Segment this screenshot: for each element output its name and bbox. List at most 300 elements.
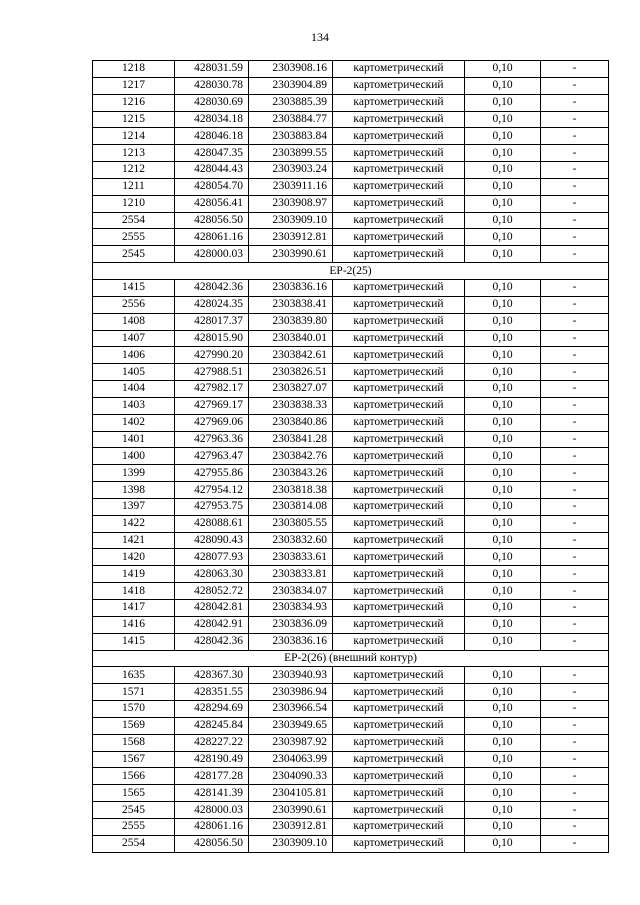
method-cell: картометрический: [333, 61, 465, 78]
x-coordinate-cell: 428088.61: [175, 515, 249, 532]
method-cell: картометрический: [333, 414, 465, 431]
x-coordinate-cell: 428044.43: [175, 162, 249, 179]
y-coordinate-cell: 2303903.24: [249, 162, 333, 179]
accuracy-cell: 0,10: [465, 549, 541, 566]
method-cell: картометрический: [333, 128, 465, 145]
y-coordinate-cell: 2304090.33: [249, 768, 333, 785]
point-number-cell: 2554: [93, 212, 175, 229]
table-row: [93, 296, 609, 313]
point-number-cell: 1214: [93, 128, 175, 145]
table-row: [93, 381, 609, 398]
note-cell: -: [541, 347, 609, 364]
y-coordinate-cell: 2303908.16: [249, 61, 333, 78]
accuracy-cell: 0,10: [465, 532, 541, 549]
point-number-cell: 1570: [93, 701, 175, 718]
section-title: ЕР-2(25): [93, 263, 609, 280]
note-cell: -: [541, 583, 609, 600]
note-cell: -: [541, 751, 609, 768]
x-coordinate-cell: 428000.03: [175, 246, 249, 263]
accuracy-cell: 0,10: [465, 128, 541, 145]
method-cell: картометрический: [333, 145, 465, 162]
note-cell: -: [541, 381, 609, 398]
method-cell: картометрический: [333, 515, 465, 532]
accuracy-cell: 0,10: [465, 667, 541, 684]
x-coordinate-cell: 427954.12: [175, 482, 249, 499]
note-cell: -: [541, 616, 609, 633]
method-cell: картометрический: [333, 616, 465, 633]
point-number-cell: 1216: [93, 94, 175, 111]
y-coordinate-cell: 2303986.94: [249, 684, 333, 701]
point-number-cell: 1635: [93, 667, 175, 684]
table-row: [93, 717, 609, 734]
y-coordinate-cell: 2303912.81: [249, 229, 333, 246]
method-cell: картометрический: [333, 296, 465, 313]
note-cell: -: [541, 802, 609, 819]
point-number-cell: 1419: [93, 566, 175, 583]
method-cell: картометрический: [333, 330, 465, 347]
y-coordinate-cell: 2303840.01: [249, 330, 333, 347]
method-cell: картометрический: [333, 381, 465, 398]
note-cell: -: [541, 162, 609, 179]
accuracy-cell: 0,10: [465, 701, 541, 718]
table-row: [93, 785, 609, 802]
y-coordinate-cell: 2303908.97: [249, 195, 333, 212]
accuracy-cell: 0,10: [465, 229, 541, 246]
accuracy-cell: 0,10: [465, 212, 541, 229]
method-cell: картометрический: [333, 633, 465, 650]
point-number-cell: 1405: [93, 364, 175, 381]
accuracy-cell: 0,10: [465, 77, 541, 94]
method-cell: картометрический: [333, 364, 465, 381]
note-cell: -: [541, 61, 609, 78]
point-number-cell: 1567: [93, 751, 175, 768]
table-row: [93, 734, 609, 751]
accuracy-cell: 0,10: [465, 600, 541, 617]
table-row: [93, 549, 609, 566]
table-row: [93, 162, 609, 179]
x-coordinate-cell: 428141.39: [175, 785, 249, 802]
accuracy-cell: 0,10: [465, 397, 541, 414]
note-cell: -: [541, 465, 609, 482]
x-coordinate-cell: 428056.41: [175, 195, 249, 212]
table-row: [93, 465, 609, 482]
method-cell: картометрический: [333, 229, 465, 246]
table-row: [93, 431, 609, 448]
table-row: [93, 835, 609, 852]
note-cell: -: [541, 397, 609, 414]
x-coordinate-cell: 428190.49: [175, 751, 249, 768]
method-cell: картометрический: [333, 583, 465, 600]
method-cell: картометрический: [333, 94, 465, 111]
x-coordinate-cell: 428000.03: [175, 802, 249, 819]
y-coordinate-cell: 2303832.60: [249, 532, 333, 549]
point-number-cell: 1566: [93, 768, 175, 785]
point-number-cell: 1422: [93, 515, 175, 532]
method-cell: картометрический: [333, 313, 465, 330]
note-cell: -: [541, 717, 609, 734]
table-row: [93, 145, 609, 162]
table-row: [93, 532, 609, 549]
method-cell: картометрический: [333, 835, 465, 852]
table-row: [93, 818, 609, 835]
x-coordinate-cell: 428227.22: [175, 734, 249, 751]
method-cell: картометрический: [333, 600, 465, 617]
table-row: [93, 94, 609, 111]
note-cell: -: [541, 532, 609, 549]
point-number-cell: 1402: [93, 414, 175, 431]
accuracy-cell: 0,10: [465, 330, 541, 347]
accuracy-cell: 0,10: [465, 448, 541, 465]
x-coordinate-cell: 428042.36: [175, 279, 249, 296]
point-number-cell: 1212: [93, 162, 175, 179]
accuracy-cell: 0,10: [465, 768, 541, 785]
note-cell: -: [541, 515, 609, 532]
y-coordinate-cell: 2303842.76: [249, 448, 333, 465]
method-cell: картометрический: [333, 667, 465, 684]
y-coordinate-cell: 2303836.16: [249, 633, 333, 650]
x-coordinate-cell: 428367.30: [175, 667, 249, 684]
accuracy-cell: 0,10: [465, 717, 541, 734]
accuracy-cell: 0,10: [465, 162, 541, 179]
accuracy-cell: 0,10: [465, 431, 541, 448]
x-coordinate-cell: 428042.36: [175, 633, 249, 650]
note-cell: -: [541, 785, 609, 802]
method-cell: картометрический: [333, 347, 465, 364]
note-cell: -: [541, 600, 609, 617]
x-coordinate-cell: 427982.17: [175, 381, 249, 398]
table-row: [93, 633, 609, 650]
point-number-cell: 1217: [93, 77, 175, 94]
x-coordinate-cell: 428061.16: [175, 229, 249, 246]
method-cell: картометрический: [333, 431, 465, 448]
note-cell: -: [541, 768, 609, 785]
x-coordinate-cell: 428030.78: [175, 77, 249, 94]
x-coordinate-cell: 428056.50: [175, 212, 249, 229]
accuracy-cell: 0,10: [465, 482, 541, 499]
point-number-cell: 2555: [93, 818, 175, 835]
y-coordinate-cell: 2303827.07: [249, 381, 333, 398]
method-cell: картометрический: [333, 178, 465, 195]
point-number-cell: 1421: [93, 532, 175, 549]
method-cell: картометрический: [333, 498, 465, 515]
accuracy-cell: 0,10: [465, 734, 541, 751]
x-coordinate-cell: 428245.84: [175, 717, 249, 734]
point-number-cell: 1403: [93, 397, 175, 414]
x-coordinate-cell: 428054.70: [175, 178, 249, 195]
method-cell: картометрический: [333, 482, 465, 499]
coordinates-table-body: [93, 61, 609, 853]
accuracy-cell: 0,10: [465, 583, 541, 600]
table-row: [93, 768, 609, 785]
coordinates-table: [92, 60, 609, 853]
table-row: [93, 751, 609, 768]
y-coordinate-cell: 2303833.81: [249, 566, 333, 583]
y-coordinate-cell: 2303836.09: [249, 616, 333, 633]
point-number-cell: 2555: [93, 229, 175, 246]
note-cell: -: [541, 195, 609, 212]
point-number-cell: 1420: [93, 549, 175, 566]
method-cell: картометрический: [333, 397, 465, 414]
accuracy-cell: 0,10: [465, 364, 541, 381]
method-cell: картометрический: [333, 549, 465, 566]
y-coordinate-cell: 2303838.33: [249, 397, 333, 414]
table-row: [93, 128, 609, 145]
y-coordinate-cell: 2303840.86: [249, 414, 333, 431]
point-number-cell: 1571: [93, 684, 175, 701]
table-row: [93, 397, 609, 414]
accuracy-cell: 0,10: [465, 414, 541, 431]
point-number-cell: 1218: [93, 61, 175, 78]
section-title: ЕР-2(26) (внешний контур): [93, 650, 609, 667]
x-coordinate-cell: 427963.47: [175, 448, 249, 465]
y-coordinate-cell: 2304105.81: [249, 785, 333, 802]
table-row: [93, 566, 609, 583]
point-number-cell: 1404: [93, 381, 175, 398]
y-coordinate-cell: 2303883.84: [249, 128, 333, 145]
y-coordinate-cell: 2303843.26: [249, 465, 333, 482]
note-cell: -: [541, 111, 609, 128]
point-number-cell: 1415: [93, 633, 175, 650]
y-coordinate-cell: 2303904.89: [249, 77, 333, 94]
point-number-cell: 1397: [93, 498, 175, 515]
note-cell: -: [541, 431, 609, 448]
point-number-cell: 1406: [93, 347, 175, 364]
accuracy-cell: 0,10: [465, 61, 541, 78]
accuracy-cell: 0,10: [465, 818, 541, 835]
point-number-cell: 1210: [93, 195, 175, 212]
point-number-cell: 1399: [93, 465, 175, 482]
x-coordinate-cell: 428042.91: [175, 616, 249, 633]
accuracy-cell: 0,10: [465, 145, 541, 162]
table-row: [93, 195, 609, 212]
x-coordinate-cell: 428046.18: [175, 128, 249, 145]
table-row: [93, 498, 609, 515]
note-cell: -: [541, 94, 609, 111]
accuracy-cell: 0,10: [465, 684, 541, 701]
x-coordinate-cell: 427990.20: [175, 347, 249, 364]
accuracy-cell: 0,10: [465, 296, 541, 313]
accuracy-cell: 0,10: [465, 111, 541, 128]
note-cell: -: [541, 77, 609, 94]
table-row: [93, 482, 609, 499]
table-row: [93, 330, 609, 347]
accuracy-cell: 0,10: [465, 616, 541, 633]
table-row: [93, 111, 609, 128]
y-coordinate-cell: 2303885.39: [249, 94, 333, 111]
accuracy-cell: 0,10: [465, 498, 541, 515]
accuracy-cell: 0,10: [465, 785, 541, 802]
y-coordinate-cell: 2303990.61: [249, 802, 333, 819]
accuracy-cell: 0,10: [465, 94, 541, 111]
note-cell: -: [541, 835, 609, 852]
accuracy-cell: 0,10: [465, 465, 541, 482]
method-cell: картометрический: [333, 448, 465, 465]
x-coordinate-cell: 428031.59: [175, 61, 249, 78]
x-coordinate-cell: 428077.93: [175, 549, 249, 566]
x-coordinate-cell: 427963.36: [175, 431, 249, 448]
note-cell: -: [541, 364, 609, 381]
note-cell: -: [541, 330, 609, 347]
note-cell: -: [541, 549, 609, 566]
point-number-cell: 2545: [93, 802, 175, 819]
note-cell: -: [541, 229, 609, 246]
y-coordinate-cell: 2303834.07: [249, 583, 333, 600]
method-cell: картометрический: [333, 465, 465, 482]
y-coordinate-cell: 2303990.61: [249, 246, 333, 263]
note-cell: -: [541, 701, 609, 718]
method-cell: картометрический: [333, 717, 465, 734]
y-coordinate-cell: 2303826.51: [249, 364, 333, 381]
x-coordinate-cell: 428090.43: [175, 532, 249, 549]
method-cell: картометрический: [333, 701, 465, 718]
table-row: [93, 178, 609, 195]
y-coordinate-cell: 2303842.61: [249, 347, 333, 364]
note-cell: -: [541, 734, 609, 751]
accuracy-cell: 0,10: [465, 515, 541, 532]
table-row: [93, 448, 609, 465]
point-number-cell: 1215: [93, 111, 175, 128]
x-coordinate-cell: 428052.72: [175, 583, 249, 600]
y-coordinate-cell: 2303805.55: [249, 515, 333, 532]
section-header-row: [93, 650, 609, 667]
table-row: [93, 515, 609, 532]
table-row: [93, 583, 609, 600]
method-cell: картометрический: [333, 751, 465, 768]
point-number-cell: 1408: [93, 313, 175, 330]
point-number-cell: 1211: [93, 178, 175, 195]
x-coordinate-cell: 428294.69: [175, 701, 249, 718]
note-cell: -: [541, 212, 609, 229]
note-cell: -: [541, 566, 609, 583]
point-number-cell: 1398: [93, 482, 175, 499]
y-coordinate-cell: 2303909.10: [249, 212, 333, 229]
note-cell: -: [541, 246, 609, 263]
point-number-cell: 1418: [93, 583, 175, 600]
table-row: [93, 61, 609, 78]
note-cell: -: [541, 818, 609, 835]
table-row: [93, 414, 609, 431]
y-coordinate-cell: 2303949.65: [249, 717, 333, 734]
x-coordinate-cell: 428034.18: [175, 111, 249, 128]
table-row: [93, 313, 609, 330]
point-number-cell: 1565: [93, 785, 175, 802]
note-cell: -: [541, 498, 609, 515]
accuracy-cell: 0,10: [465, 566, 541, 583]
accuracy-cell: 0,10: [465, 835, 541, 852]
table-row: [93, 684, 609, 701]
x-coordinate-cell: 428047.35: [175, 145, 249, 162]
x-coordinate-cell: 427988.51: [175, 364, 249, 381]
method-cell: картометрический: [333, 818, 465, 835]
accuracy-cell: 0,10: [465, 246, 541, 263]
table-row: [93, 802, 609, 819]
note-cell: -: [541, 684, 609, 701]
y-coordinate-cell: 2303987.92: [249, 734, 333, 751]
y-coordinate-cell: 2303839.80: [249, 313, 333, 330]
point-number-cell: 1407: [93, 330, 175, 347]
note-cell: -: [541, 448, 609, 465]
method-cell: картометрический: [333, 802, 465, 819]
x-coordinate-cell: 428177.28: [175, 768, 249, 785]
note-cell: -: [541, 296, 609, 313]
table-row: [93, 77, 609, 94]
note-cell: -: [541, 414, 609, 431]
method-cell: картометрический: [333, 566, 465, 583]
method-cell: картометрический: [333, 279, 465, 296]
point-number-cell: 1569: [93, 717, 175, 734]
table-row: [93, 701, 609, 718]
y-coordinate-cell: 2303836.16: [249, 279, 333, 296]
note-cell: -: [541, 313, 609, 330]
method-cell: картометрический: [333, 111, 465, 128]
accuracy-cell: 0,10: [465, 279, 541, 296]
method-cell: картометрический: [333, 684, 465, 701]
x-coordinate-cell: 428063.30: [175, 566, 249, 583]
table-row: [93, 667, 609, 684]
point-number-cell: 1416: [93, 616, 175, 633]
table-row: [93, 347, 609, 364]
x-coordinate-cell: 428042.81: [175, 600, 249, 617]
table-row: [93, 279, 609, 296]
point-number-cell: 2554: [93, 835, 175, 852]
x-coordinate-cell: 427953.75: [175, 498, 249, 515]
accuracy-cell: 0,10: [465, 381, 541, 398]
point-number-cell: 1415: [93, 279, 175, 296]
method-cell: картометрический: [333, 734, 465, 751]
page-number: 134: [311, 30, 329, 44]
point-number-cell: 1213: [93, 145, 175, 162]
table-row: [93, 364, 609, 381]
x-coordinate-cell: 428351.55: [175, 684, 249, 701]
x-coordinate-cell: 428024.35: [175, 296, 249, 313]
accuracy-cell: 0,10: [465, 347, 541, 364]
accuracy-cell: 0,10: [465, 751, 541, 768]
accuracy-cell: 0,10: [465, 178, 541, 195]
point-number-cell: 1568: [93, 734, 175, 751]
x-coordinate-cell: 428061.16: [175, 818, 249, 835]
note-cell: -: [541, 279, 609, 296]
y-coordinate-cell: 2303884.77: [249, 111, 333, 128]
y-coordinate-cell: 2303841.28: [249, 431, 333, 448]
method-cell: картометрический: [333, 532, 465, 549]
table-row: [93, 246, 609, 263]
x-coordinate-cell: 427955.86: [175, 465, 249, 482]
y-coordinate-cell: 2303940.93: [249, 667, 333, 684]
point-number-cell: 2545: [93, 246, 175, 263]
x-coordinate-cell: 428056.50: [175, 835, 249, 852]
x-coordinate-cell: 427969.17: [175, 397, 249, 414]
note-cell: -: [541, 667, 609, 684]
y-coordinate-cell: 2303814.08: [249, 498, 333, 515]
method-cell: картометрический: [333, 768, 465, 785]
y-coordinate-cell: 2303899.55: [249, 145, 333, 162]
point-number-cell: 1401: [93, 431, 175, 448]
y-coordinate-cell: 2303966.54: [249, 701, 333, 718]
section-header-row: [93, 263, 609, 280]
table-row: [93, 616, 609, 633]
method-cell: картометрический: [333, 195, 465, 212]
accuracy-cell: 0,10: [465, 195, 541, 212]
note-cell: -: [541, 633, 609, 650]
x-coordinate-cell: 428030.69: [175, 94, 249, 111]
accuracy-cell: 0,10: [465, 313, 541, 330]
method-cell: картометрический: [333, 785, 465, 802]
table-row: [93, 229, 609, 246]
x-coordinate-cell: 428015.90: [175, 330, 249, 347]
point-number-cell: 2556: [93, 296, 175, 313]
y-coordinate-cell: 2303838.41: [249, 296, 333, 313]
accuracy-cell: 0,10: [465, 802, 541, 819]
